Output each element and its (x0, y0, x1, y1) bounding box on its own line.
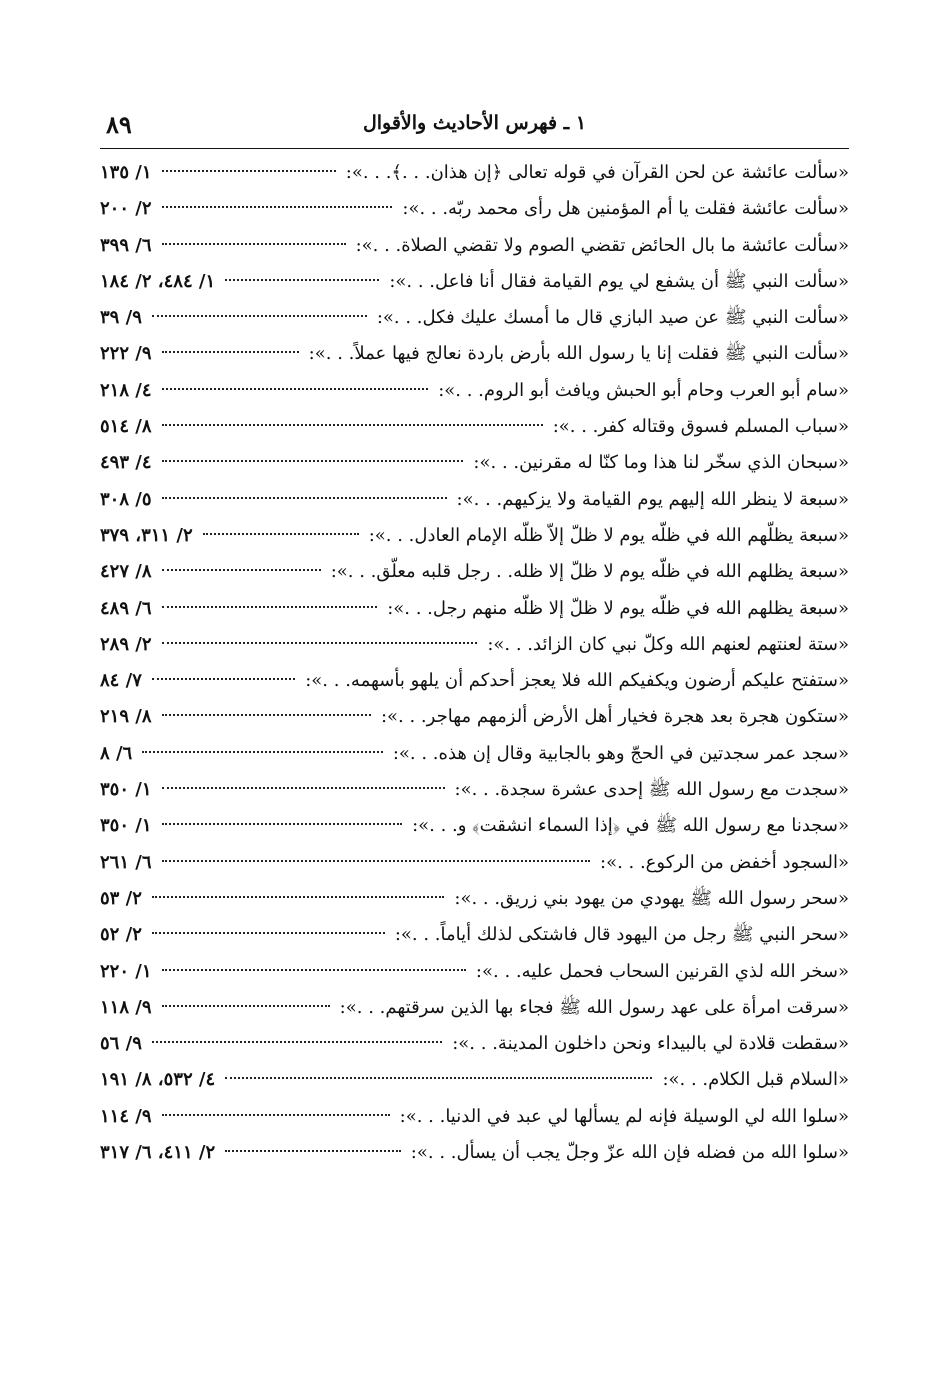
dot-leader (203, 533, 359, 535)
index-entry (100, 845, 849, 881)
entry-text: «سألت النبي ﷺ أن يشفع لي يوم القيامة فقال أنا فاعل. . .»: (389, 270, 849, 292)
entry-reference: ٤/ ٥٣٢، ٨/ ١٩١ (100, 1069, 216, 1091)
entry-text: «سبعة يظلهم الله في ظلّه يوم لا ظلّ إلا ظلّه منهم رجل. . .»: (387, 597, 849, 619)
entry-reference: ٩/ ٣٩ (100, 307, 142, 329)
entry-text: «ستة لعنتهم لعنهم الله وكلّ نبي كان الزائد. . .»: (487, 633, 849, 655)
index-entry (100, 554, 849, 590)
index-entry (100, 1099, 849, 1135)
dot-leader (162, 606, 378, 608)
entry-reference: ٤/ ٢١٨ (100, 379, 152, 401)
entry-text: «سألت عائشة عن لحن القرآن في قوله تعالى ﴿إن هذان. . .﴾. . .»: (345, 162, 849, 183)
index-entry (100, 1062, 849, 1098)
entry-reference: ٩/ ١١٨ (100, 996, 152, 1018)
index-entry (100, 736, 849, 772)
index-entry (100, 373, 849, 409)
entry-text: «سألت عائشة ما بال الحائض تقضي الصوم ولا تقضي الصلاة. . .»: (355, 234, 849, 256)
entry-reference: ٢/ ٤١١، ٦/ ٣١٧ (100, 1142, 216, 1164)
entry-reference: ٦/ ٨ (100, 742, 133, 764)
index-entry (100, 409, 849, 445)
header-rule (100, 148, 849, 149)
entry-reference: ٤/ ٤٩٣ (100, 452, 152, 474)
dot-leader (152, 315, 367, 317)
dot-leader (162, 787, 445, 789)
index-entry (100, 300, 849, 336)
page-number: ٨٩ (106, 110, 132, 139)
entry-reference: ٦/ ٢٦١ (100, 851, 152, 873)
entry-reference: ٩/ ١١٤ (100, 1105, 152, 1127)
index-entry (100, 1135, 849, 1171)
entry-reference: ١/ ٣٥٠ (100, 779, 152, 801)
index-entry (100, 917, 849, 953)
index-entry (100, 627, 849, 663)
dot-leader (162, 1005, 330, 1007)
index-entry (100, 990, 849, 1026)
index-entry (100, 1026, 849, 1062)
dot-leader (162, 714, 371, 716)
page-header (100, 104, 849, 144)
dot-leader (152, 896, 445, 898)
entry-text: «سألت النبي ﷺ عن صيد البازي قال ما أمسك عليك فكل. . .»: (376, 307, 849, 329)
entry-text: «ستفتح عليكم أرضون ويكفيكم الله فلا يعجز أحدكم أن يلهو بأسهمه. . .»: (305, 670, 849, 692)
entry-text: «سقطت قلادة لي بالبيداء ونحن داخلون المدينة. . .»: (452, 1033, 849, 1055)
dot-leader (162, 642, 478, 644)
index-entry (100, 482, 849, 518)
entry-reference: ٨/ ٤٢٧ (100, 561, 152, 583)
index-entry (100, 518, 849, 554)
entry-text: «سبحان الذي سخّر لنا هذا وما كنّا له مقرنين. . .»: (473, 452, 849, 474)
entry-reference: ٨/ ٥١٤ (100, 416, 152, 438)
index-entry (100, 155, 849, 191)
index-entry (100, 881, 849, 917)
index-entry (100, 699, 849, 735)
entry-text: «سألت النبي ﷺ فقلت إنا يا رسول الله بأرض باردة نعالج فيها عملاً. . .»: (308, 343, 849, 365)
entry-reference: ٢/ ٣١١، ٣٧٩ (100, 524, 193, 546)
entry-text: «سبعة يظلهم الله في ظلّه يوم لا ظلّ إلا ظله. . رجل قلبه معلّق. . .»: (330, 561, 849, 583)
dot-leader (225, 279, 379, 281)
dot-leader (162, 497, 447, 499)
dot-leader (162, 460, 464, 462)
entry-text: «سألت عائشة فقلت يا أم المؤمنين هل رأى محمد ربّه. . .»: (402, 198, 849, 220)
dot-leader (162, 388, 429, 390)
dot-leader (162, 569, 321, 571)
dot-leader (162, 243, 346, 245)
entry-reference: ١/ ١٣٥ (100, 162, 152, 183)
entry-reference: ٨/ ٢١٩ (100, 706, 152, 728)
entry-reference: ٦/ ٤٨٩ (100, 597, 152, 619)
entry-text: «سام أبو العرب وحام أبو الحبش ويافث أبو الروم. . .»: (438, 379, 849, 401)
index-page (100, 104, 849, 1171)
entry-text: «سلوا الله من فضله فإن الله عزّ وجلّ يجب أن يسأل. . .»: (410, 1142, 849, 1164)
dot-leader (225, 1150, 401, 1152)
index-entry (100, 772, 849, 808)
dot-leader (162, 170, 336, 172)
dot-leader (162, 351, 299, 353)
index-entry (100, 191, 849, 227)
dot-leader (162, 1114, 390, 1116)
entry-text: «السجود أخفض من الركوع. . .»: (600, 851, 849, 873)
dot-leader (162, 969, 466, 971)
entry-reference: ٥/ ٣٠٨ (100, 488, 152, 510)
index-entry (100, 663, 849, 699)
entry-text: «سجدنا مع رسول الله ﷺ في ﴿إذا السماء انشقت﴾ و. . .»: (412, 815, 849, 837)
index-entry (100, 264, 849, 300)
entry-reference: ٢/ ٢٨٩ (100, 633, 152, 655)
dot-leader (225, 1077, 652, 1079)
entry-text: «سجد عمر سجدتين في الحجّ وهو بالجابية وقال إن هذه. . .»: (392, 742, 849, 764)
index-entry (100, 445, 849, 481)
hadith-index-list (100, 155, 849, 1171)
index-entry (100, 591, 849, 627)
entry-reference: ١/ ٢٢٠ (100, 960, 152, 982)
entry-text: «سخر الله لذي القرنين السحاب فحمل عليه. . .»: (475, 960, 849, 982)
entry-text: «سرقت امرأة على عهد رسول الله ﷺ فجاء بها الذين سرقتهم. . .»: (339, 996, 849, 1018)
dot-leader (162, 206, 393, 208)
entry-text: «سباب المسلم فسوق وقتاله كفر. . .»: (552, 416, 849, 438)
dot-leader (152, 678, 295, 680)
entry-reference: ٢/ ٥٣ (100, 887, 142, 909)
entry-reference: ٧/ ٨٤ (100, 670, 142, 692)
entry-text: «ستكون هجرة بعد هجرة فخيار أهل الأرض ألزمهم مهاجر. . .»: (380, 706, 849, 728)
page-title: ١ ـ فهرس الأحاديث والأقوال (362, 112, 587, 134)
entry-reference: ٦/ ٣٩٩ (100, 234, 152, 256)
entry-text: «سبعة لا ينظر الله إليهم يوم القيامة ولا يزكيهم. . .»: (456, 488, 849, 510)
index-entry (100, 808, 849, 844)
dot-leader (152, 932, 385, 934)
entry-text: «سبعة يظلّهم الله في ظلّه يوم لا ظلّ إلاّ ظلّه الإمام العادل. . .»: (368, 524, 849, 546)
entry-text: «سحر النبي ﷺ رجل من اليهود قال فاشتكى لذلك أياماً. . .»: (394, 924, 849, 946)
entry-reference: ٩/ ٥٦ (100, 1033, 142, 1055)
entry-text: «السلام قبل الكلام. . .»: (662, 1069, 849, 1091)
index-entry (100, 336, 849, 372)
entry-text: «سحر رسول الله ﷺ يهودي من يهود بني زريق. . .»: (454, 887, 849, 909)
dot-leader (162, 823, 403, 825)
entry-reference: ١/ ٣٥٠ (100, 815, 152, 837)
entry-reference: ٢/ ٢٠٠ (100, 198, 152, 220)
index-entry (100, 954, 849, 990)
dot-leader (152, 1041, 442, 1043)
entry-text: «سلوا الله لي الوسيلة فإنه لم يسألها لي عبد في الدنيا. . .»: (399, 1105, 849, 1127)
dot-leader (162, 860, 590, 862)
entry-text: «سجدت مع رسول الله ﷺ إحدى عشرة سجدة. . .»: (454, 779, 849, 801)
entry-reference: ٩/ ٢٢٢ (100, 343, 152, 365)
dot-leader (142, 751, 383, 753)
dot-leader (162, 424, 543, 426)
entry-reference: ١/ ٤٨٤، ٢/ ١٨٤ (100, 270, 216, 292)
index-entry (100, 228, 849, 264)
entry-reference: ٢/ ٥٢ (100, 924, 142, 946)
